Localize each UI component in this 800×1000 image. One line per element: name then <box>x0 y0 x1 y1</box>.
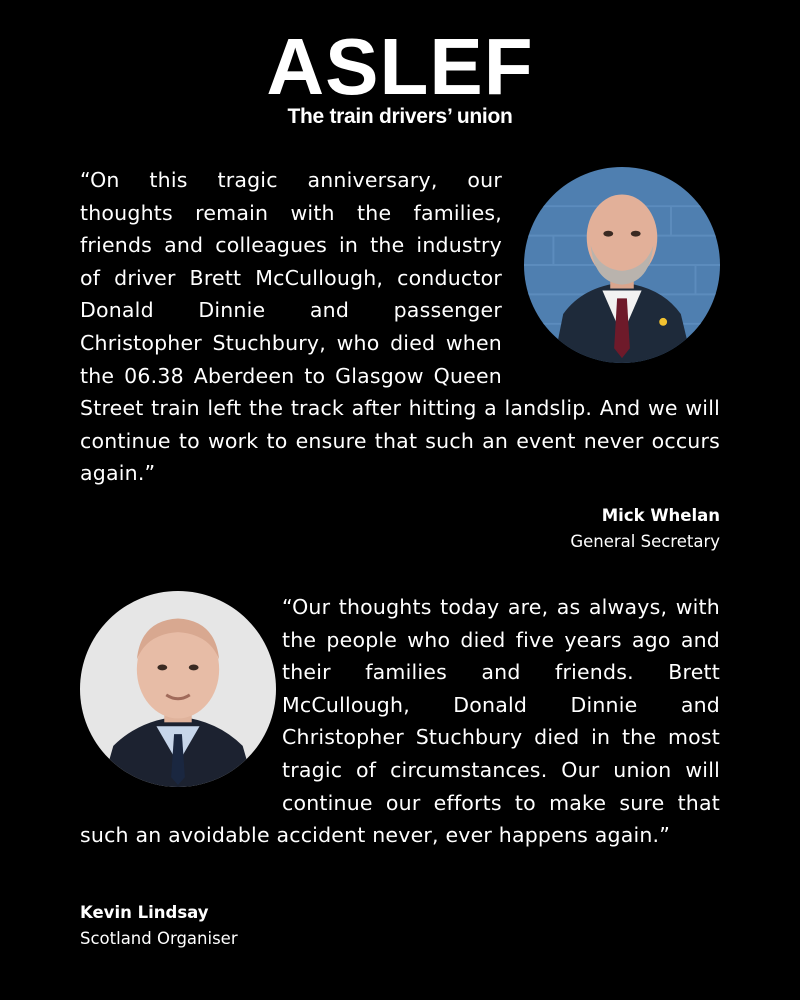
quote-mick-whelan <box>80 164 720 490</box>
quote-text-mick-whelan: “On this tragic anniversary, our thoughts remain with the families, friends and colleagues in the industry of driver Brett McCullough, conductor Donald Dinnie and passenger Christopher Stuchbury, who died when the 06.38 Aberdeen to Glasgow Queen Street train left the track after hitting a landslip. And we will continue to work to ensure that such an event never occurs again.” <box>80 168 720 486</box>
logo-tagline: The train drivers’ union <box>287 105 513 128</box>
logo-wordmark: ASLEF <box>266 22 534 111</box>
quote-kevin-lindsay <box>80 591 720 852</box>
attribution-kevin-lindsay <box>80 900 238 952</box>
speaker-name: Kevin Lindsay <box>80 903 209 922</box>
portrait-mick-whelan-image <box>524 167 720 363</box>
portrait-mick-whelan <box>524 167 720 363</box>
speaker-role: General Secretary <box>570 532 720 551</box>
speaker-role: Scotland Organiser <box>80 929 238 948</box>
portrait-kevin-lindsay <box>80 591 276 787</box>
quote-text-kevin-lindsay: “Our thoughts today are, as always, with the people who died five years ago and their families and friends. Brett McCullough, Donald Dinnie and Christopher Stuchbury died in the most tragic of circumstances. Our union will continue our efforts to make sure that such an avoidable accident never, ever happens again.” <box>80 595 720 848</box>
portrait-kevin-lindsay-image <box>80 591 276 787</box>
aslef-logo <box>0 22 800 130</box>
attribution-mick-whelan <box>570 503 720 555</box>
speaker-name: Mick Whelan <box>601 506 720 525</box>
